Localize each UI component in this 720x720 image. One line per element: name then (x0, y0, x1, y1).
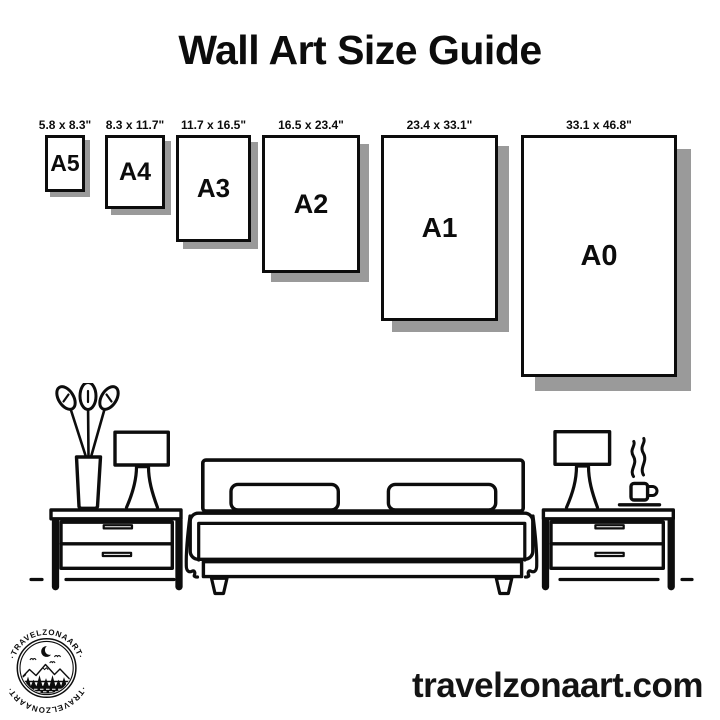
bed-base (203, 562, 521, 577)
frame-a5 (45, 135, 85, 192)
size-frame-a2 (262, 118, 360, 273)
bed-leg-right (496, 578, 512, 593)
brand-logo-badge (2, 624, 92, 716)
size-frame-a0 (521, 118, 677, 377)
moon-crescent-cut (45, 645, 55, 655)
size-dimensions-a3: 11.7 x 16.5" (180, 118, 247, 132)
left-nightstand (51, 510, 181, 587)
frame-a1 (381, 135, 498, 321)
size-dimensions-a4: 8.3 x 11.7" (105, 118, 165, 132)
size-letter-a3: A3 (196, 173, 231, 203)
right-nightstand (543, 510, 673, 587)
plant-vase (53, 383, 122, 508)
nightstand-top (543, 510, 673, 519)
size-dimensions-a1: 23.4 x 33.1" (406, 118, 473, 132)
vase (77, 457, 101, 508)
size-dimensions-a5: 5.8 x 8.3" (38, 118, 92, 132)
size-frame-a3 (176, 118, 251, 242)
size-frame-a5 (38, 118, 92, 192)
size-letter-a1: A1 (421, 212, 458, 243)
lamp-base (567, 466, 598, 508)
size-frame-a1 (381, 118, 498, 321)
size-letter-a4: A4 (119, 157, 151, 186)
frame-a0 (521, 135, 677, 377)
size-dimensions-a0: 33.1 x 46.8" (566, 118, 632, 132)
right-lamp (555, 432, 610, 508)
lamp-base (127, 467, 158, 508)
nightstand-top (51, 510, 181, 519)
size-dimensions-a2: 16.5 x 23.4" (278, 118, 344, 132)
lamp-shade (555, 432, 610, 465)
frame-a3 (176, 135, 251, 242)
size-letter-a5: A5 (50, 150, 80, 176)
badge-text-bottom: ·TRAVELZONAART· (5, 685, 88, 715)
bed (186, 460, 536, 593)
size-letter-a0: A0 (580, 239, 618, 272)
steam (632, 442, 635, 477)
plant-stem (69, 404, 86, 457)
size-letter-a2: A2 (293, 188, 329, 219)
bedroom-illustration (0, 383, 720, 600)
pillow-left (231, 484, 338, 510)
website-url: travelzonaart.com (411, 666, 703, 705)
size-frame-a4 (105, 118, 165, 209)
plant-stem (91, 404, 106, 457)
left-lamp (115, 432, 168, 507)
steam (642, 439, 645, 476)
cup-body (631, 483, 648, 500)
frame-a2 (262, 135, 360, 273)
lamp-shade (115, 432, 168, 465)
badge-text-top: ·TRAVELZONAART· (7, 627, 86, 660)
coffee-cup (620, 439, 660, 505)
pillow-right (388, 484, 495, 510)
cup-handle (649, 487, 657, 496)
frame-a4 (105, 135, 165, 209)
bed-leg-left (212, 578, 228, 593)
page-title: Wall Art Size Guide (178, 27, 542, 73)
mattress (190, 513, 533, 559)
